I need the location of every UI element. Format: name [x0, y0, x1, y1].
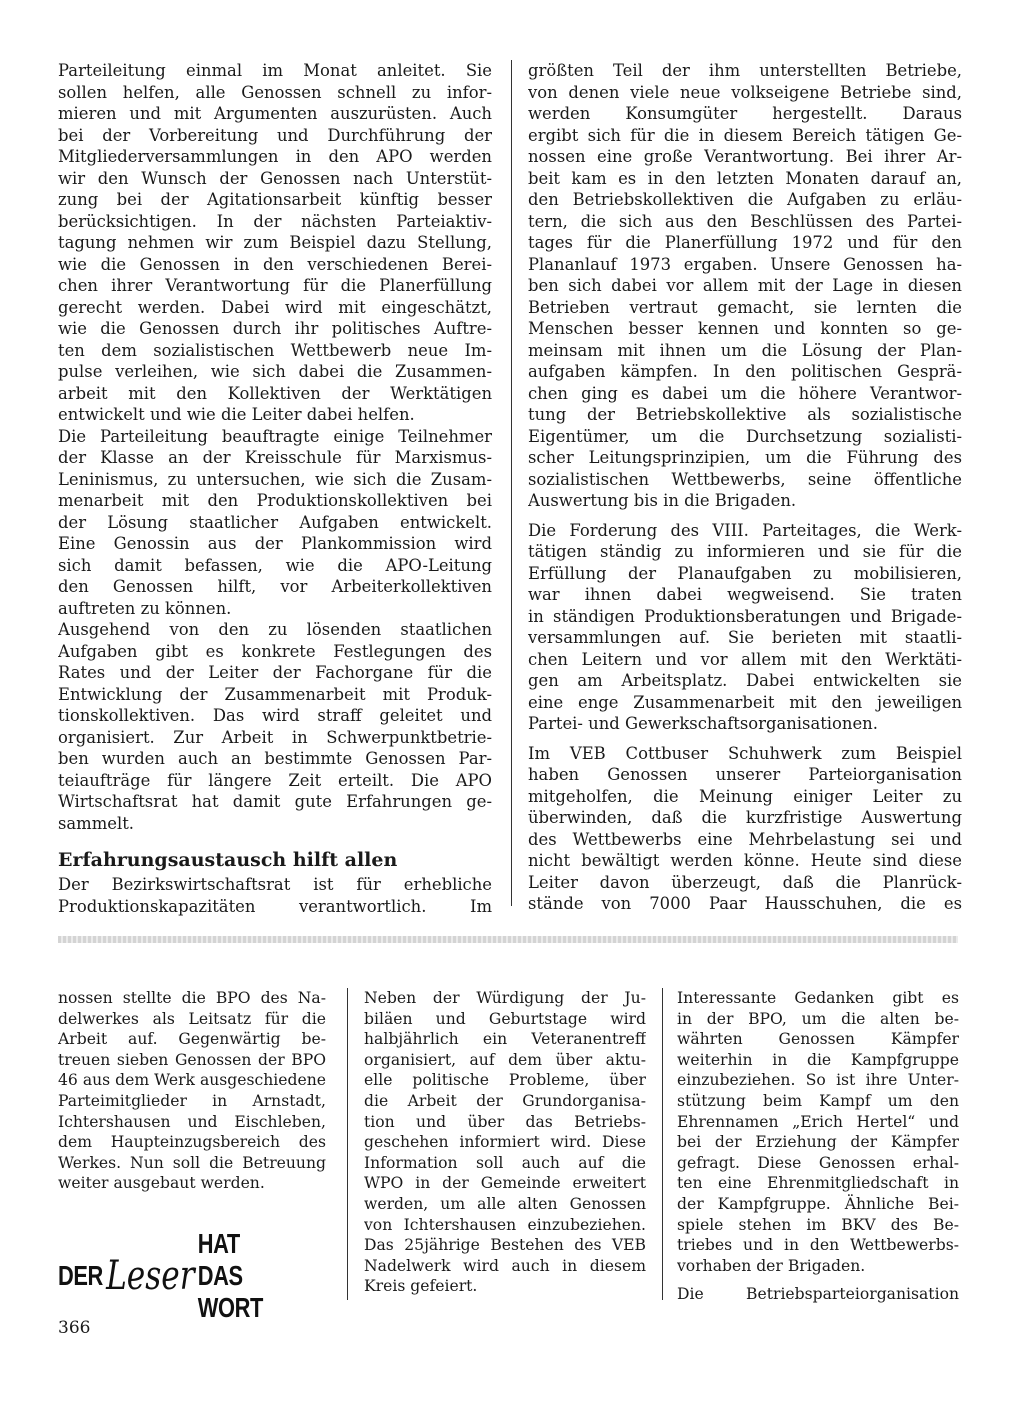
logo-text-part1: DER [58, 1260, 103, 1291]
column-rule [511, 60, 512, 906]
text-line: Wirtschaftsrat hat damit gute Erfahrungen ge- [58, 792, 492, 811]
paragraph [58, 874, 492, 917]
text-line: Produktionskapazitäten verantwortlich. Im [58, 896, 492, 916]
text-line: tätigen ständig zu informieren und sie für die [528, 542, 962, 561]
text-line: elle politische Probleme, über [364, 1071, 646, 1090]
text-line: Rates und der Leiter der Fachorgane für die [58, 663, 492, 682]
text-line: der Klasse an der Kreisschule für Marxismus- [58, 448, 492, 467]
text-line: sammelt. [58, 813, 135, 833]
text-line: tagung nehmen wir zum Beispiel dazu Stellung, [58, 233, 492, 252]
text-line: Mitgliederversammlungen in den APO werden [58, 147, 492, 166]
paragraph [58, 619, 492, 834]
text-line: Der Bezirkswirtschaftsrat ist für erhebliche [58, 875, 492, 894]
text-line: war ihnen dabei wegweisend. Sie traten [528, 585, 962, 604]
text-line: tages für die Planerfüllung 1972 und für den [528, 233, 962, 252]
text-line: berücksichtigen. In der nächsten Parteiaktiv- [58, 211, 492, 231]
text-line: Kreis gefeiert. [364, 1277, 478, 1296]
text-line: tionskollektiven. Das wird straff geleitet und [58, 706, 492, 725]
text-line: nicht bewältigt werden könne. Heute sind diese [528, 851, 962, 870]
text-line: haben Genossen unserer Parteiorganisation [528, 765, 962, 784]
text-line: Die Forderung des VIII. Parteitages, die Werk- [528, 520, 962, 540]
text-line: den Genossen hilft, vor Arbeiterkollektiven [58, 577, 492, 596]
text-line: auftreten zu können. [58, 598, 232, 618]
text-line: Die Parteileitung beauftragte einige Teilnehmer [58, 426, 492, 446]
text-line: aufgaben kämpfen. In den politischen Gesprä- [528, 362, 962, 381]
text-line: delwerkes als Leitsatz für die [58, 1009, 326, 1028]
text-line: bei der Erziehung der Kämpfer [677, 1133, 959, 1152]
text-line: arbeit mit den Kollektiven der Werktätigen [58, 383, 492, 403]
bottom-column-1 [58, 988, 326, 1194]
bottom-column-3 [677, 988, 959, 1305]
text-line: von denen viele neue volkseigene Betriebe sind, [528, 82, 962, 102]
text-line: Das 25jährige Bestehen des VEB [364, 1236, 646, 1255]
text-line: einzubeziehen. So ist ihre Unter- [677, 1071, 959, 1090]
text-line: Die Betriebsparteiorganisation [677, 1285, 959, 1304]
text-line: der Kampfgruppe. Ähnliche Bei- [677, 1194, 959, 1213]
text-line: sozialistischen Wettbewerbs, seine öffentliche [528, 469, 962, 489]
section-divider [58, 936, 958, 943]
text-line: des Wettbewerbs eine Mehrbelastung sei und [528, 829, 962, 849]
text-line: Parteileitung einmal im Monat anleitet. Sie [58, 61, 492, 80]
text-line: wie die Genossen durch ihr politisches Auftre- [58, 319, 492, 338]
text-line: gefragt. Diese Genossen erhal- [677, 1153, 959, 1172]
text-line: dem Haupteinzugsbereich des [58, 1133, 326, 1152]
text-line: mitgeholfen, die Meinung einiger Leiter zu [528, 786, 962, 806]
text-line: Auswertung bis in die Brigaden. [528, 491, 797, 510]
text-line: sollen helfen, alle Genossen schnell zu infor- [58, 82, 492, 102]
text-line: Leiter davon überzeugt, daß die Planrück- [528, 872, 962, 892]
top-right-column [528, 60, 962, 915]
text-line: ten dem sozialistischen Wettbewerb neue Im- [58, 340, 492, 360]
text-line: meinsam mit ihnen um die Lösung der Plan- [528, 340, 962, 360]
text-line: Eine Genossin aus der Plankommission wird [58, 534, 492, 553]
text-line: geschehen informiert wird. Diese [364, 1133, 646, 1152]
column-rule [347, 988, 348, 1300]
text-line: währten Genossen Kämpfer [677, 1030, 959, 1049]
text-line: Aufgaben gibt es konkrete Festlegungen des [58, 641, 492, 661]
text-line: werden, um alle alten Genossen [364, 1194, 646, 1213]
text-line: wir den Wunsch der Genossen nach Unterstüt- [58, 168, 492, 188]
text-line: spiele stehen im BKV des Be- [677, 1215, 959, 1234]
text-line: Eigentümer, um die Durchsetzung sozialisti- [528, 426, 962, 446]
text-line: werden Konsumgüter hergestellt. Daraus [528, 104, 962, 123]
text-line: Betrieben vertraut gemacht, sie lernten die [528, 297, 962, 317]
page-number: 366 [58, 1318, 91, 1338]
text-line: gerecht werden. Dabei wird mit eingeschätzt, [58, 297, 492, 317]
text-line: Neben der Würdigung der Ju- [364, 989, 646, 1007]
text-line: Ichtershausen und Eischleben, [58, 1112, 326, 1131]
paragraph [677, 988, 959, 1276]
text-line: gen am Arbeitsplatz. Dabei entwickelten sie [528, 671, 962, 690]
text-line: tern, die sich aus den Beschlüssen des Partei- [528, 211, 962, 231]
text-line: biläen und Geburtstage wird [364, 1009, 646, 1028]
text-line: ergibt sich für die in diesem Bereich tätigen Ge- [528, 125, 962, 145]
text-line: weiter ausgebaut werden. [58, 1174, 265, 1193]
text-line: 46 aus dem Werk ausgeschiedene [58, 1071, 326, 1090]
text-line: weiterhin in die Kampfgruppe [677, 1050, 959, 1069]
text-line: Werkes. Nun soll die Betreuung [58, 1153, 326, 1172]
text-line: teiaufträge für längere Zeit erteilt. Die APO [58, 770, 492, 790]
text-line: tion und über das Betriebs- [364, 1112, 646, 1131]
text-line: Arbeit auf. Gegenwärtig be- [58, 1030, 326, 1049]
text-line: Menschen besser kennen und konnten so ge- [528, 319, 962, 338]
text-line: Im VEB Cottbuser Schuhwerk zum Beispiel [528, 743, 962, 763]
text-line: Plananlauf 1973 ergaben. Unsere Genossen ha- [528, 254, 962, 274]
text-line: Erfüllung der Planaufgaben zu mobilisieren, [528, 563, 962, 583]
text-line: der Lösung staatlicher Aufgaben entwickelt. [58, 512, 492, 532]
text-line: ben wurden auch an bestimmte Genossen Par- [58, 749, 492, 768]
text-line: scher Leitungsprinzipien, um die Führung des [528, 448, 962, 467]
text-line: wie die Genossen in den verschiedenen Berei- [58, 254, 492, 274]
logo-text-part2: HAT DAS WORT [197, 1228, 263, 1323]
text-line: ten eine Ehrenmitgliedschaft in [677, 1174, 959, 1193]
paragraph [364, 988, 646, 1297]
text-line: mieren und mit Argumenten auszurüsten. Auch [58, 104, 492, 123]
paragraph [58, 426, 492, 620]
text-line: Parteimitglieder in Arnstadt, [58, 1091, 326, 1110]
text-line: chen ihrer Verantwortung für die Planerfüllung [58, 276, 492, 295]
text-line: eine enge Zusammenarbeit mit den jeweiligen [528, 692, 962, 712]
text-line: in ständigen Produktionsberatungen und Brigade- [528, 606, 962, 626]
text-line: den Betriebskollektiven die Aufgaben zu erläu- [528, 190, 962, 209]
text-line: WPO in der Gemeinde erweitert [364, 1174, 646, 1193]
text-line: entwickelt und wie die Leiter dabei helfen. [58, 405, 415, 424]
text-line: in der BPO, um die alten be- [677, 1009, 959, 1028]
text-line: treuen sieben Genossen der BPO [58, 1050, 326, 1069]
text-line: vorhaben der Brigaden. [677, 1256, 866, 1275]
text-line: Ehrennamen „Erich Hertel“ und [677, 1112, 959, 1131]
text-line: die Arbeit der Grundorganisa- [364, 1091, 646, 1110]
logo-script-word: Leser [106, 1253, 195, 1299]
text-line: nossen eine große Verantwortung. Bei ihrer Ar- [528, 147, 962, 166]
text-line: organisiert. Zur Arbeit in Schwerpunktbetrie- [58, 727, 492, 747]
paragraph [528, 743, 962, 915]
column-rule [662, 988, 663, 1300]
paragraph [677, 1284, 959, 1305]
text-line: Interessante Gedanken gibt es [677, 989, 959, 1007]
text-line: beit kam es in den letzten Monaten darauf an, [528, 168, 962, 188]
text-line: bei der Vorbereitung und Durchführung der [58, 125, 492, 145]
paragraph [58, 988, 326, 1194]
section-logo [58, 1228, 276, 1323]
text-line: organisiert, auf dem über aktu- [364, 1050, 646, 1069]
section-heading: Erfahrungsaustausch hilft allen [58, 849, 398, 871]
text-line: menarbeit mit den Produktionskollektiven bei [58, 491, 492, 510]
text-line: pulse verleihen, wie sich dabei die Zusammen- [58, 362, 492, 381]
text-line: nossen stellte die BPO des Na- [58, 989, 326, 1007]
text-line: Leninismus, zu untersuchen, wie sich die Zusam- [58, 469, 492, 489]
bottom-column-2 [364, 988, 646, 1297]
paragraph [528, 60, 962, 512]
text-line: versammlungen auf. Sie berieten mit staatli- [528, 628, 962, 647]
text-line: sich damit befassen, wie die APO-Leitung [58, 555, 492, 575]
text-line: größten Teil der ihm unterstellten Betriebe, [528, 61, 962, 80]
text-line: Entwicklung der Zusammenarbeit mit Produk- [58, 684, 492, 704]
paragraph [58, 60, 492, 426]
text-line: überwinden, daß die kurzfristige Auswertung [528, 808, 962, 827]
paragraph [528, 520, 962, 735]
top-left-column [58, 60, 492, 917]
text-line: chen ging es dabei um die höhere Verantwor- [528, 383, 962, 403]
text-line: zung bei der Agitationsarbeit künftig besser [58, 190, 492, 209]
text-line: Information soll auch auf die [364, 1153, 646, 1172]
text-line: tung der Betriebskollektive als sozialistische [528, 405, 962, 424]
text-line: von Ichtershausen einzubeziehen. [364, 1215, 646, 1234]
text-line: Partei- und Gewerkschaftsorganisationen. [528, 714, 878, 733]
text-line: ben sich dabei vor allem mit der Lage in diesen [528, 276, 962, 295]
text-line: chen Leitern und vor allem mit den Werktäti- [528, 649, 962, 669]
text-line: stände von 7000 Paar Hausschuhen, die es [528, 894, 962, 913]
text-line: stützung beim Kampf um den [677, 1091, 959, 1110]
text-line: halbjährlich ein Veteranentreff [364, 1030, 646, 1049]
text-line: Nadelwerk wird auch in diesem [364, 1256, 646, 1275]
text-line: Ausgehend von den zu lösenden staatlichen [58, 620, 492, 639]
text-line: triebes und in den Wettbewerbs- [677, 1236, 959, 1255]
